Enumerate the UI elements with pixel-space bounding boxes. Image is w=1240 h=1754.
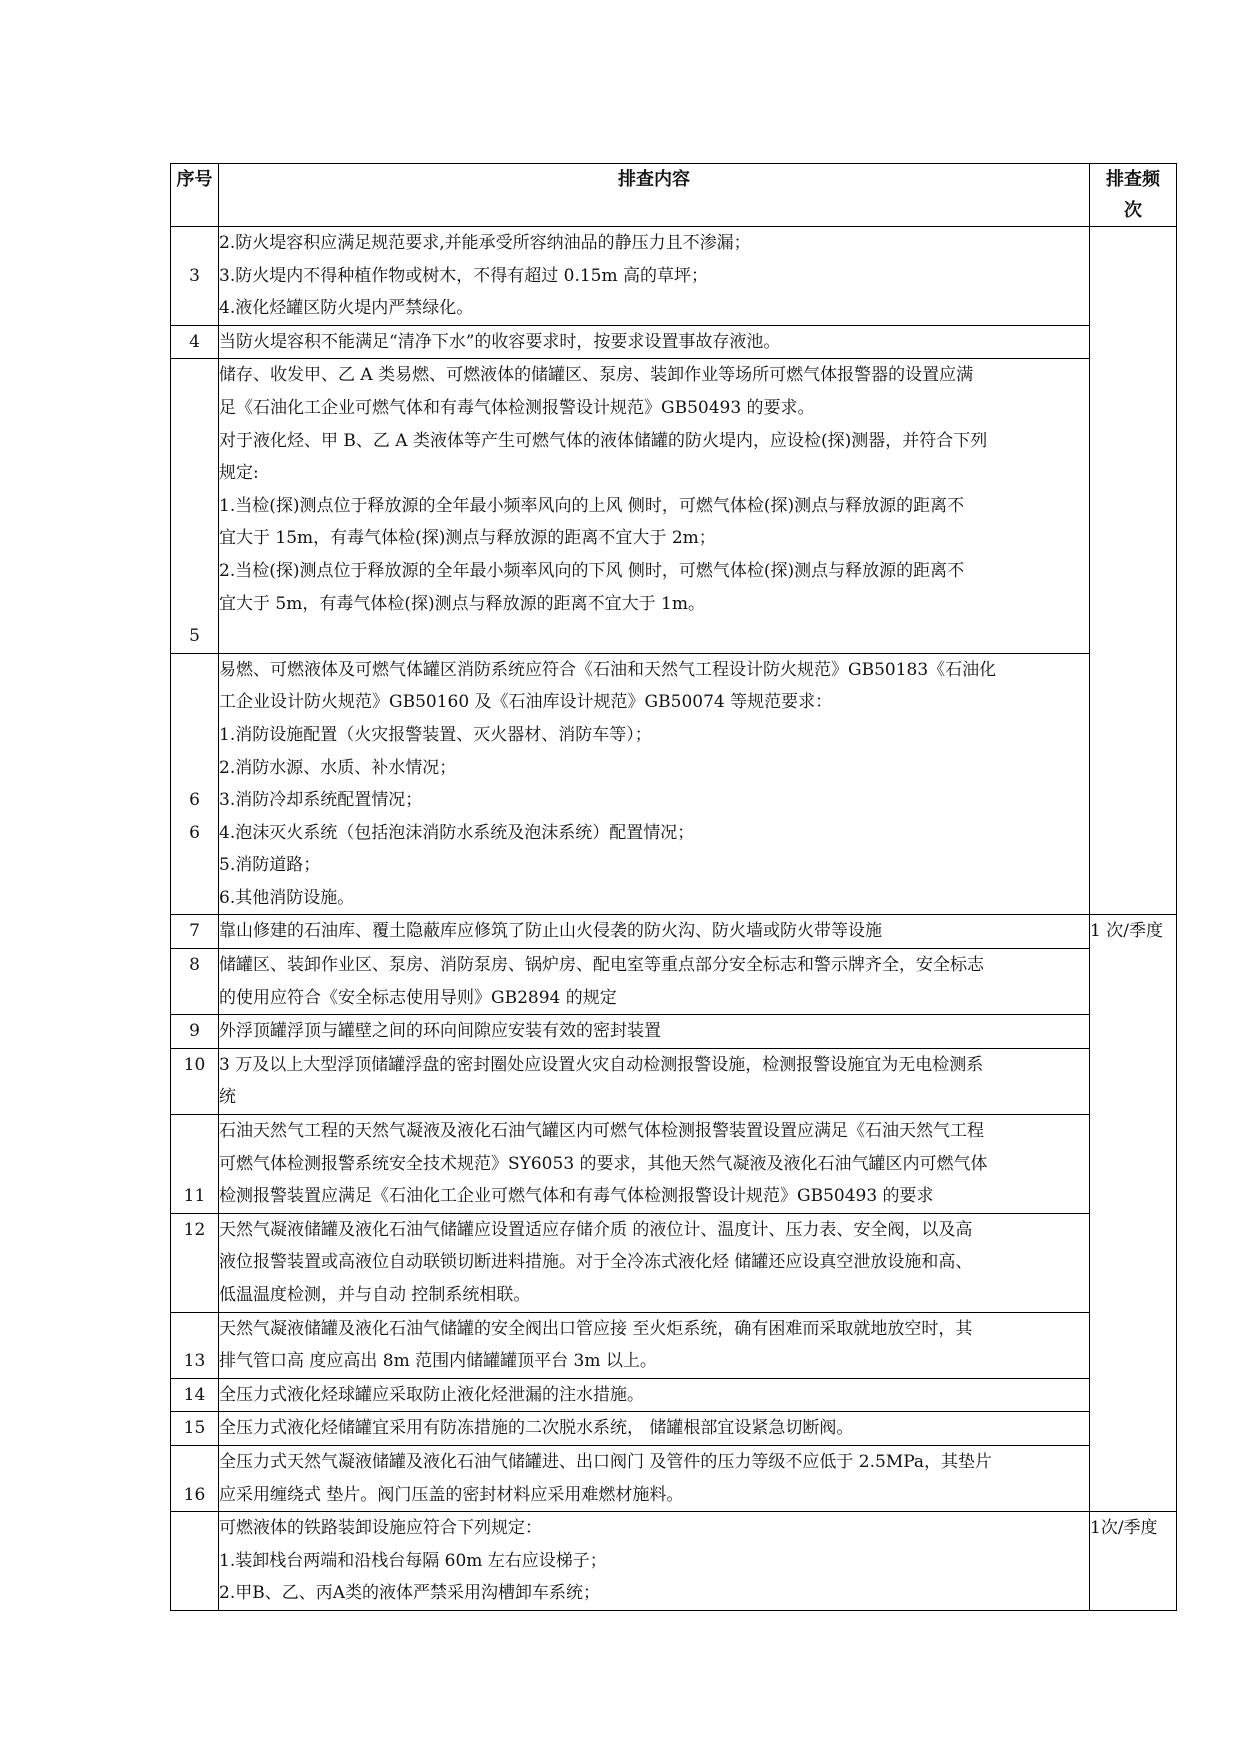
- row-serial-no: [171, 915, 219, 949]
- content-line: 5.消防道路；: [219, 855, 321, 876]
- row-frequency: 1次/季度: [1090, 1512, 1177, 1611]
- content-line: 外浮顶罐浮顶与罐壁之间的环向间隙应安装有效的密封装置: [219, 1021, 661, 1042]
- serial-no-line: [171, 752, 218, 785]
- serial-no-line: [171, 457, 218, 490]
- serial-no-line: [171, 522, 218, 555]
- row-serial-no: [171, 653, 219, 915]
- serial-no-line: [171, 849, 218, 882]
- content-line: 可燃气体检测报警系统安全技术规范》SY6053 的要求，其他天然气凝液及液化石油气罐区内可燃气体: [219, 1153, 988, 1174]
- serial-no-line: 16: [183, 1484, 206, 1505]
- row-frequency: 1 次/季度: [1090, 915, 1177, 1512]
- content-line: 当防火堤容积不能满足“清净下水”的收容要求时，按要求设置事故存液池。: [219, 331, 781, 352]
- header-inspection-content: 排查内容: [219, 164, 1090, 227]
- content-line: 全压力式液化烃储罐宜采用有防冻措施的二次脱水系统， 储罐根部宜设紧急切断阀。: [219, 1418, 854, 1439]
- serial-no-line: 8: [189, 955, 200, 976]
- content-line: 可燃液体的铁路装卸设施应符合下列规定：: [219, 1518, 542, 1539]
- serial-no-line: [171, 359, 218, 392]
- row-content: [219, 1048, 1090, 1114]
- content-line: 全压力式天然气凝液储罐及液化石油气储罐进、出口阀门 及管件的压力等级不应低于 2.5MPa，其垫片: [219, 1451, 993, 1472]
- row-serial-no: [171, 1015, 219, 1049]
- serial-no-line: 7: [189, 921, 200, 942]
- row-content: [219, 325, 1090, 359]
- content-line: 1.当检(探)测点位于释放源的全年最小频率风向的上风 侧时，可燃气体检(探)测点与释放源的距离不: [219, 495, 965, 516]
- serial-no-line: [171, 1512, 218, 1545]
- content-line: 对于液化烃、甲 B、乙 A 类液体等产生可燃气体的液体储罐的防火堤内，应设检(探)测器，并符合下列: [219, 430, 988, 451]
- content-line: 4.液化烃罐区防火堤内严禁绿化。: [219, 298, 474, 319]
- row-content: [219, 1512, 1090, 1611]
- row-content: [219, 227, 1090, 326]
- serial-no-line: [171, 1115, 218, 1148]
- row-serial-no: [171, 359, 219, 653]
- serial-no-line: 4: [189, 331, 200, 352]
- row-content: [219, 1412, 1090, 1446]
- serial-no-line: 13: [183, 1351, 206, 1372]
- serial-no-line: 12: [183, 1219, 206, 1240]
- content-line: 应采用缠绕式 垫片。阀门压盖的密封材料应采用难燃材施料。: [219, 1484, 684, 1505]
- table-row: [171, 1115, 1177, 1214]
- content-line: 足《石油化工企业可燃气体和有毒气体检测报警设计规范》GB50493 的要求。: [219, 397, 815, 418]
- row-content: [219, 1115, 1090, 1214]
- row-serial-no: [171, 1512, 219, 1611]
- table-row: [171, 359, 1177, 653]
- table-row: [171, 915, 1177, 949]
- table-row: [171, 1512, 1177, 1611]
- content-line: 储存、收发甲、乙 A 类易燃、可燃液体的储罐区、泵房、装卸作业等场所可燃气体报警器的设置应满: [219, 365, 974, 386]
- row-serial-no: [171, 1213, 219, 1312]
- serial-no-line: [171, 490, 218, 523]
- row-serial-no: [171, 325, 219, 359]
- row-content: [219, 915, 1090, 949]
- serial-no-line: [171, 227, 218, 260]
- content-line: 低温温度检测，并与自动 控制系统相联。: [219, 1285, 531, 1305]
- serial-no-line: [171, 555, 218, 588]
- row-serial-no: [171, 1312, 219, 1378]
- header-frequency-line2: 次: [1124, 200, 1142, 221]
- content-line: 4.泡沫灭火系统（包括泡沫消防水系统及泡沫系统）配置情况；: [219, 822, 695, 843]
- content-line: 6.其他消防设施。: [219, 887, 355, 908]
- content-line: 工企业设计防火规范》GB50160 及《石油库设计规范》GB50074 等规范要求：: [219, 692, 833, 713]
- content-line: 宜大于 5m，有毒气体检(探)测点与释放源的距离不宜大于 1m。: [219, 593, 705, 614]
- serial-no-line: [171, 686, 218, 719]
- table-row: [171, 1445, 1177, 1511]
- content-line: 石油天然气工程的天然气凝液及液化石油气罐区内可燃气体检测报警装置设置应满足《石油天然气工程: [219, 1121, 984, 1142]
- header-serial-no: 序号: [171, 164, 219, 227]
- serial-no-line: 6: [189, 822, 200, 843]
- inspection-table: [170, 163, 1177, 1611]
- content-line: 的使用应符合《安全标志使用导则》GB2894 的规定: [219, 987, 617, 1008]
- table-row: [171, 227, 1177, 326]
- content-line: 规定:: [219, 463, 259, 484]
- content-line: 2.防火堤容积应满足规范要求,并能承受所容纳油品的静压力且不渗漏；: [219, 233, 751, 253]
- row-serial-no: [171, 1412, 219, 1446]
- content-line: 排气管口高 度应高出 8m 范围内储罐罐顶平台 3m 以上。: [219, 1351, 657, 1372]
- content-line: 统: [219, 1087, 236, 1108]
- row-content: [219, 653, 1090, 915]
- serial-no-line: [171, 882, 218, 915]
- table-row: [171, 1048, 1177, 1114]
- serial-no-line: 9: [189, 1021, 200, 1042]
- row-content: [219, 949, 1090, 1015]
- content-line: 1.装卸栈台两端和沿栈台每隔 60m 左右应设梯子；: [219, 1550, 607, 1571]
- serial-no-line: [171, 292, 218, 325]
- table-body: [171, 227, 1177, 1611]
- serial-no-line: [171, 1446, 218, 1479]
- content-line: 储罐区、装卸作业区、泵房、消防泵房、锅炉房、配电室等重点部分安全标志和警示牌齐全，安全标志: [219, 955, 984, 976]
- serial-no-line: [171, 654, 218, 687]
- serial-no-line: 11: [183, 1186, 206, 1207]
- content-line: 2.当检(探)测点位于释放源的全年最小频率风向的下风 侧时，可燃气体检(探)测点与释放源的距离不: [219, 560, 965, 581]
- serial-no-line: 5: [189, 626, 200, 647]
- serial-no-line: 3: [189, 265, 200, 286]
- content-line: 天然气凝液储罐及液化石油气储罐的安全阀出口管应接 至火炬系统，确有困难而采取就地放空时，其: [219, 1318, 973, 1339]
- table-header-row: [171, 164, 1177, 227]
- row-serial-no: [171, 949, 219, 1015]
- row-content: [219, 1213, 1090, 1312]
- content-line: 1.消防设施配置（火灾报警装置、灭火器材、消防车等）；: [219, 724, 652, 745]
- serial-no-line: 6: [189, 790, 200, 811]
- serial-no-line: 14: [183, 1384, 206, 1405]
- table-row: [171, 325, 1177, 359]
- serial-no-line: [171, 392, 218, 425]
- content-line: 易燃、可燃液体及可燃气体罐区消防系统应符合《石油和天然气工程设计防火规范》GB50183《石油化: [219, 659, 997, 680]
- row-frequency: [1090, 227, 1177, 915]
- content-line: 3.消防冷却系统配置情况；: [219, 790, 423, 811]
- table-row: [171, 1213, 1177, 1312]
- table-row: [171, 653, 1177, 915]
- row-serial-no: [171, 1445, 219, 1511]
- row-serial-no: [171, 1115, 219, 1214]
- table-row: [171, 1378, 1177, 1412]
- table-row: [171, 1312, 1177, 1378]
- row-serial-no: [171, 1378, 219, 1412]
- table-row: [171, 1015, 1177, 1049]
- row-serial-no: [171, 1048, 219, 1114]
- row-content: [219, 1378, 1090, 1412]
- serial-no-line: [171, 425, 218, 458]
- serial-no-line: [171, 1148, 218, 1181]
- content-line: 检测报警装置应满足《石油化工企业可燃气体和有毒气体检测报警设计规范》GB50493 的要求: [219, 1186, 934, 1207]
- content-line: 3.防火堤内不得种植作物或树木，不得有超过 0.15m 高的草坪；: [219, 265, 708, 286]
- content-line: 2.甲B、乙、丙A类的液体严禁采用沟槽卸车系统；: [219, 1583, 600, 1604]
- table-row: [171, 949, 1177, 1015]
- row-content: [219, 359, 1090, 653]
- content-line: 全压力式液化烃球罐应采取防止液化烃泄漏的注水措施。: [219, 1384, 644, 1405]
- content-line: 靠山修建的石油库、覆土隐蔽库应修筑了防止山火侵袭的防火沟、防火墙或防火带等设施: [219, 921, 882, 942]
- row-content: [219, 1445, 1090, 1511]
- header-frequency-line1: 排查频: [1106, 169, 1160, 190]
- serial-no-line: [171, 588, 218, 621]
- table-row: [171, 1412, 1177, 1446]
- content-line: 液位报警装置或高液位自动联锁切断进料措施。对于全冷冻式液化烃 储罐还应设真空泄放设施和高、: [219, 1252, 973, 1273]
- row-content: [219, 1312, 1090, 1378]
- content-line: 天然气凝液储罐及液化石油气储罐应设置适应存储介质 的液位计、温度计、压力表、安全阀，以及高: [219, 1219, 973, 1240]
- content-line: 3 万及以上大型浮顶储罐浮盘的密封圈处应设置火灾自动检测报警设施，检测报警设施宜为无电检测系: [219, 1054, 984, 1075]
- row-content: [219, 1015, 1090, 1049]
- serial-no-line: [171, 1313, 218, 1346]
- content-line: 2.消防水源、水质、补水情况；: [219, 757, 457, 778]
- serial-no-line: 10: [183, 1054, 206, 1075]
- serial-no-line: 15: [183, 1418, 206, 1439]
- row-serial-no: [171, 227, 219, 326]
- header-frequency: [1090, 164, 1177, 227]
- serial-no-line: [171, 719, 218, 752]
- content-line: 宜大于 15m，有毒气体检(探)测点与释放源的距离不宜大于 2m；: [219, 528, 716, 549]
